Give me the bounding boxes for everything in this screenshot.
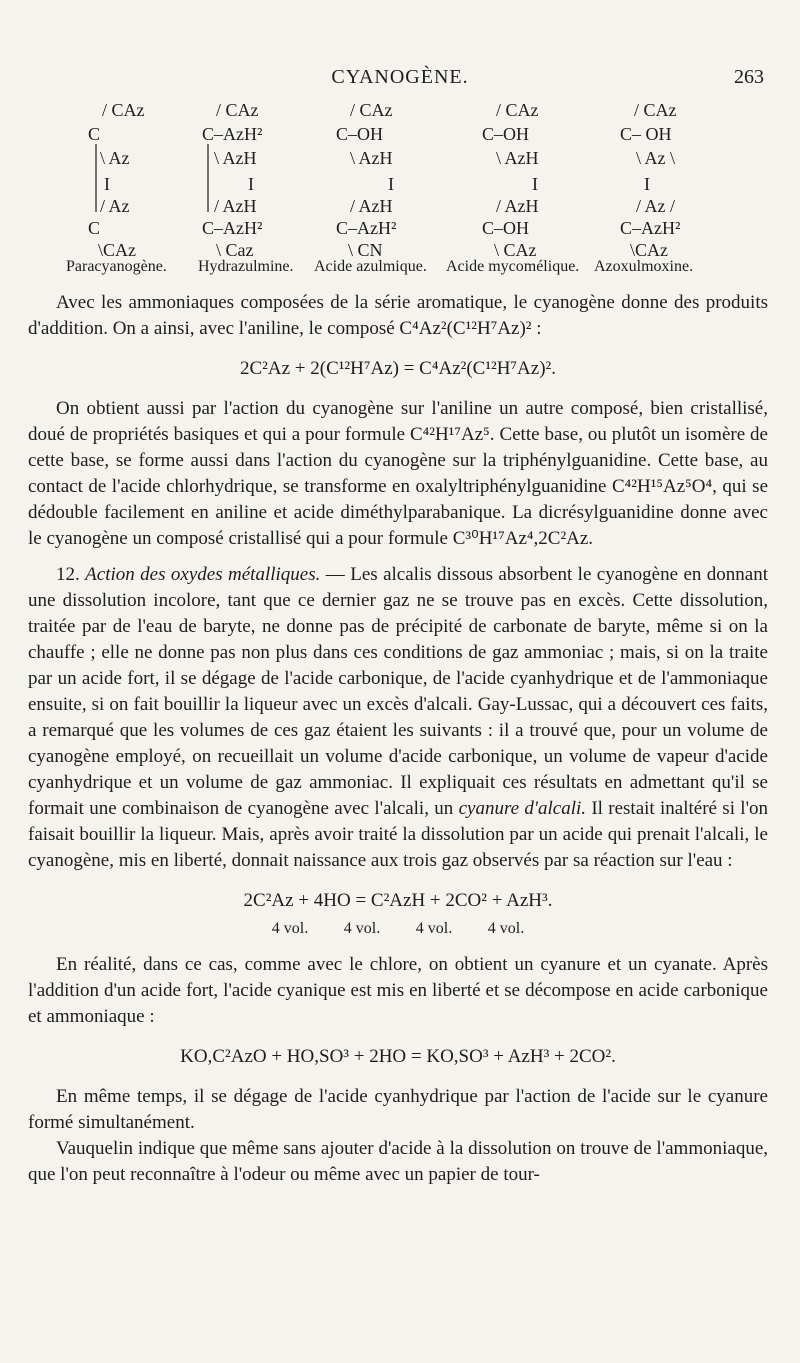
formula-line: \CAz: [630, 240, 668, 260]
formula-line: \ Az \: [636, 148, 675, 168]
formula-line: I: [248, 174, 254, 194]
formula-line: \CAz: [98, 240, 136, 260]
formula-line: C: [88, 218, 101, 238]
formula-line: I: [644, 174, 650, 194]
formula-line: / AzH: [496, 196, 539, 216]
paragraph: Avec les ammoniaques composées de la série aromatique, le cyanogène donne des produits d'addition. On a ainsi, avec l'aniline, le composé C⁴Az²(C¹²H⁷Az)² :: [28, 292, 768, 339]
formula-line: \ CN: [348, 240, 383, 260]
bond-lines: [88, 100, 108, 260]
formula-line: / CAz: [350, 100, 393, 120]
equation: 2C²Az + 4HO = C²AzH + 2CO² + AzH³.: [243, 890, 553, 911]
formula-name: Azoxulmoxine.: [594, 258, 694, 275]
section-dash: —: [320, 564, 351, 585]
page-number: 263: [734, 66, 764, 88]
paragraph: En réalité, dans ce cas, comme avec le chlore, on obtient un cyanure et un cyanate. Après l'addition d'un acide fort, l'acide cyanique est mis en liberté et se décompose en acide carbonique et ammoniaque :: [28, 954, 768, 1027]
paragraph: En même temps, il se dégage de l'acide cyanhydrique par l'action de l'acide sur le cyanure formé simultanément.: [28, 1086, 768, 1133]
equation: 2C²Az + 2(C¹²H⁷Az) = C⁴Az²(C¹²H⁷Az)².: [240, 358, 556, 379]
formula-line: / Az /: [636, 196, 675, 216]
formula-line: / AzH: [350, 196, 393, 216]
paragraph: On obtient aussi par l'action du cyanogène sur l'aniline un autre composé, bien cristallisé, doué de propriétés basiques et qui a pour formule C⁴²H¹⁷Az⁵. Cette base, ou plutôt un isomère de cette base, se forme aussi dans l'action du cyanogène sur la triphénylguanidine. Cette base, au contact de l'acide chlorhydrique, se transforme en oxalyltriphénylguanidine C⁴²H¹⁵Az⁵O⁴, qui se dédouble facilement en aniline et acide diméthylparabanique. La dicrésylguanidine donne avec le cyanogène un composé cristallisé qui a pour formule C³⁰H¹⁷Az⁴,2C²Az.: [28, 398, 768, 549]
formula-line: \ AzH: [214, 148, 257, 168]
section-title: Action des oxydes métalliques.: [85, 564, 321, 585]
formula-line: I: [388, 174, 394, 194]
formula-line: C–AzH²: [202, 218, 263, 238]
bond-lines: [202, 100, 222, 260]
formula-line: / AzH: [214, 196, 257, 216]
italic-term: cyanure d'alcali.: [458, 798, 587, 819]
formula-line: C–OH: [336, 124, 384, 144]
formula-name: Hydrazulmine.: [198, 258, 294, 275]
formula-line: C–AzH²: [336, 218, 397, 238]
body-text: [28, 290, 768, 1188]
formula-line: / CAz: [634, 100, 677, 120]
formula-line: / CAz: [496, 100, 539, 120]
volume-label: 4 vol.: [415, 920, 453, 937]
volume-label: 4 vol.: [487, 920, 525, 937]
formula-line: C–AzH²: [202, 124, 263, 144]
paragraph: Vauquelin indique que même sans ajouter d'acide à la dissolution on trouve de l'ammoniaque, que l'on peut reconnaître à l'odeur ou même avec un papier de tour-: [28, 1138, 768, 1185]
formula-name: Acide mycomélique.: [446, 258, 580, 275]
formula-acide-azulmique: [336, 100, 476, 280]
equation: KO,C²AzO + HO,SO³ + 2HO = KO,SO³ + AzH³ + 2CO².: [180, 1046, 616, 1067]
running-title: CYANOGÈNE.: [331, 66, 469, 88]
formula-line: I: [104, 174, 110, 194]
formula-acide-mycomelique: [482, 100, 622, 280]
formula-name: Paracyanogène.: [66, 258, 167, 275]
formula-line: C–AzH²: [620, 218, 681, 238]
formula-azoxulmoxine: [620, 100, 760, 280]
volume-label: 4 vol.: [271, 920, 309, 937]
volume-label: 4 vol.: [343, 920, 381, 937]
formula-name: Acide azulmique.: [314, 258, 427, 275]
formula-line: \ AzH: [350, 148, 393, 168]
section-text: Il restait inaltéré si l'on faisait bouillir la liqueur. Mais, après avoir traité la dissolution par un acide qui prenait l'alcali, le cyanogène, mis en liberté, donnait naissance aux trois gaz observés par sa réaction sur l'eau :: [28, 798, 769, 871]
formula-line: \ Az: [100, 148, 130, 168]
section-text: Les alcalis dissous absorbent le cyanogène en donnant une dissolution incolore, tant que ce dernier gaz ne se trouve pas en excès. Cette dissolution, traitée par de l'eau de baryte, ne donne pas de précipité de carbonate de baryte, même si on la chauffe ; elle ne donne pas non plus dans ces conditions de gaz ammoniac ; mais, si on la traite par un acide fort, il se dégage de l'acide carbonique, de l'acide cyanhydrique et de l'ammoniaque ensuite, si on fait bouillir la liqueur avec un excès d'alcali. Gay-Lussac, qui a découvert ces faits, a remarqué que les volumes de ces gaz étaient les suivants : il a trouvé que, pour un volume de cyanogène employé, on recueillait un volume d'acide carbonique, un volume de vapeur d'acide cyanhydrique et un volume de gaz ammoniac. Il expliquait ces résultats en admettant qu'il se formait une combinaison de cyanogène avec l'alcali, un: [28, 564, 769, 819]
running-header: [0, 66, 800, 94]
formula-line: / Az: [100, 196, 130, 216]
structural-formulas: [0, 100, 800, 280]
formula-line: \ CAz: [494, 240, 537, 260]
formula-line: C: [88, 124, 101, 144]
section-number: 12.: [56, 564, 80, 585]
formula-line: C–OH: [482, 218, 530, 238]
formula-line: C–OH: [482, 124, 530, 144]
formula-hydrazulmine: [202, 100, 342, 280]
formula-line: I: [532, 174, 538, 194]
formula-line: / CAz: [102, 100, 145, 120]
equation-volumes: [28, 916, 768, 942]
formula-line: \ AzH: [496, 148, 539, 168]
formula-line: / CAz: [216, 100, 259, 120]
formula-line: C– OH: [620, 124, 672, 144]
formula-line: \ Caz: [216, 240, 254, 260]
section-12: [28, 562, 768, 874]
